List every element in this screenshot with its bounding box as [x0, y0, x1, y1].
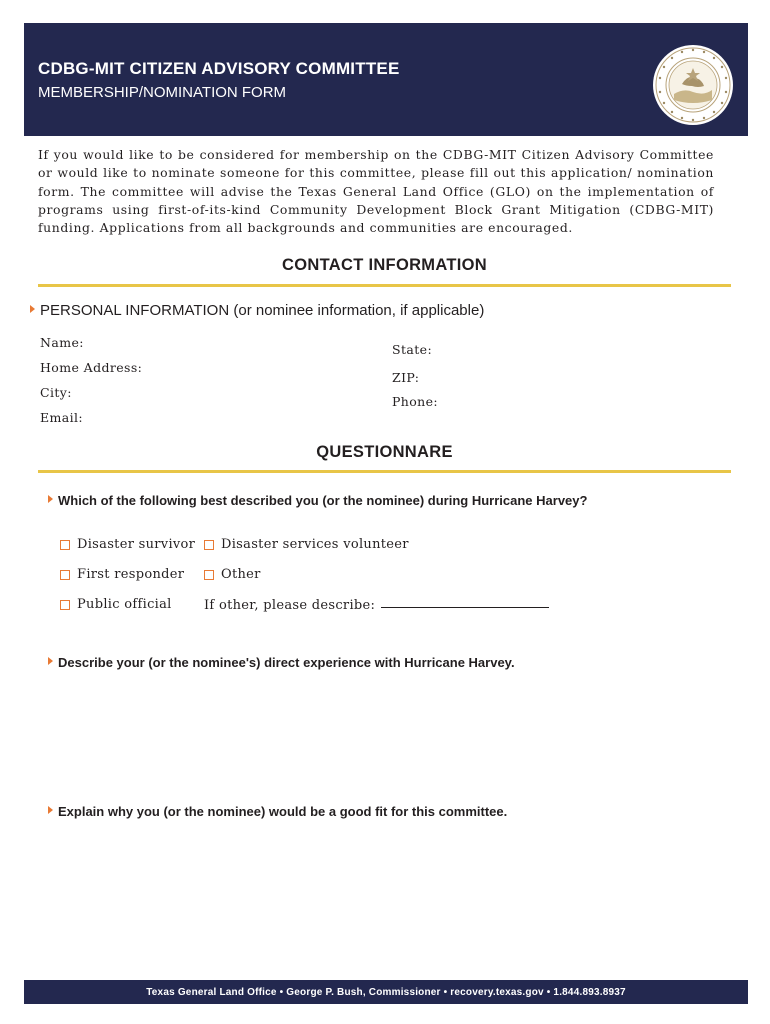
option-label: Disaster services volunteer — [221, 537, 409, 552]
other-description-field[interactable] — [204, 598, 549, 613]
other-description-label: If other, please describe: — [204, 598, 376, 613]
footer-text: Texas General Land Office • George P. Bush, Commissioner • recovery.texas.gov • 1.844.893.8937 — [146, 986, 626, 998]
contact-heading: CONTACT INFORMATION — [282, 256, 487, 274]
phone-field-label[interactable]: Phone: — [392, 394, 439, 409]
checkbox-icon[interactable] — [60, 540, 70, 550]
question-1-text: Which of the following best described you (or the nominee) during Hurricane Harvey? — [58, 493, 588, 508]
option-public-official[interactable] — [60, 597, 172, 612]
question-1 — [48, 493, 587, 508]
city-field-label[interactable]: City: — [40, 385, 72, 400]
question-3-text: Explain why you (or the nominee) would be a good fit for this committee. — [58, 804, 508, 819]
option-label: Disaster survivor — [77, 537, 196, 552]
caret-right-icon — [30, 305, 35, 313]
questionnaire-divider — [38, 470, 731, 473]
checkbox-icon[interactable] — [60, 570, 70, 580]
option-disaster-survivor[interactable] — [60, 537, 195, 552]
checkbox-icon[interactable] — [204, 540, 214, 550]
checkbox-icon[interactable] — [60, 600, 70, 610]
zip-field-label[interactable]: ZIP: — [392, 370, 420, 385]
option-first-responder[interactable] — [60, 567, 184, 582]
option-label: First responder — [77, 567, 185, 582]
other-description-input-line[interactable] — [381, 607, 549, 608]
form-title: CDBG-MIT CITIZEN ADVISORY COMMITTEE — [38, 59, 400, 78]
personal-info-heading — [30, 302, 484, 319]
header-banner — [24, 23, 748, 136]
caret-right-icon — [48, 806, 53, 814]
state-field-label[interactable]: State: — [392, 342, 433, 357]
footer-bar — [24, 980, 748, 1004]
option-other[interactable] — [204, 567, 261, 582]
question-2 — [48, 655, 515, 670]
questionnaire-heading: QUESTIONNARE — [316, 443, 453, 461]
caret-right-icon — [48, 657, 53, 665]
form-subtitle: MEMBERSHIP/NOMINATION FORM — [38, 84, 287, 101]
option-disaster-services-volunteer[interactable] — [204, 537, 409, 552]
caret-right-icon — [48, 495, 53, 503]
option-label: Other — [221, 567, 261, 582]
intro-paragraph: If you would like to be considered for membership on the CDBG-MIT Citizen Advisory Committee or would like to nominate someone for this committee, please fill out this application/ nomination form. The committee will advise the Texas General Land Office (GLO) on the implementation of programs using first-of-its-kind Community Development Block Grant Mitigation (CDBG-MIT) funding. Applications from all backgrounds and communities are encouraged. — [38, 147, 714, 236]
email-field-label[interactable]: Email: — [40, 410, 84, 425]
texas-general-land-office-seal-icon — [652, 44, 734, 126]
checkbox-icon[interactable] — [204, 570, 214, 580]
question-2-text: Describe your (or the nominee's) direct experience with Hurricane Harvey. — [58, 655, 515, 670]
question-3 — [48, 804, 507, 819]
name-field-label[interactable]: Name: — [40, 335, 84, 350]
contact-divider — [38, 284, 731, 287]
home-address-field-label[interactable]: Home Address: — [40, 360, 143, 375]
personal-info-heading-text: PERSONAL INFORMATION (or nominee information, if applicable) — [40, 302, 485, 319]
option-label: Public official — [77, 597, 172, 612]
